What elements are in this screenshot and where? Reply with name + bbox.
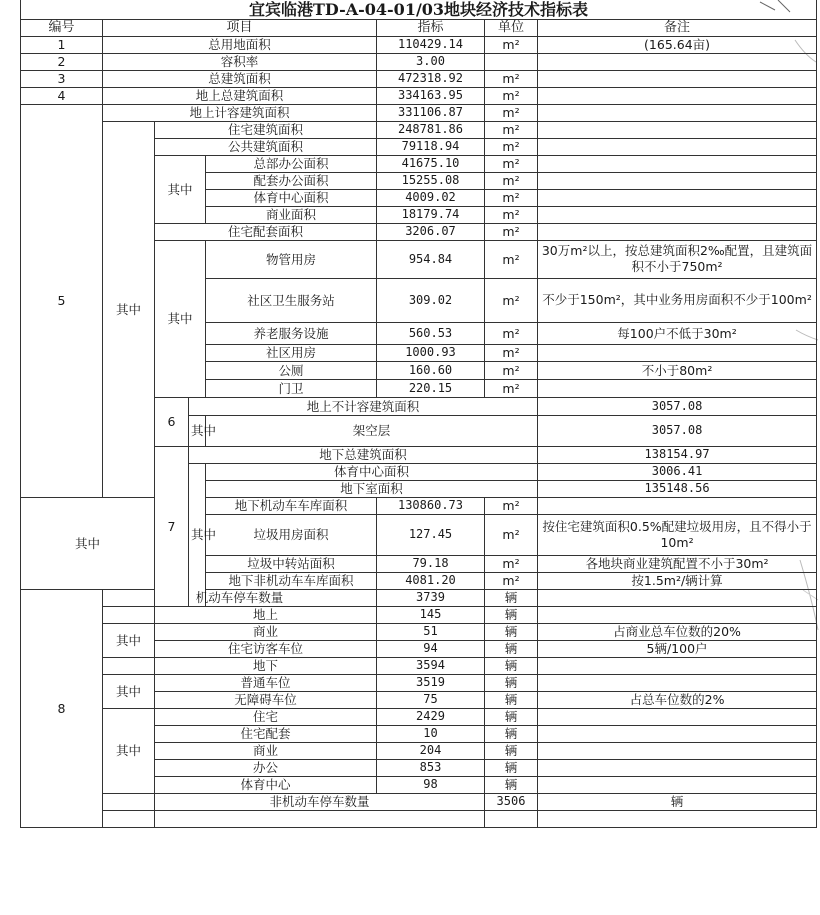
row-unit: 辆: [485, 691, 538, 708]
row-value: 41675.10: [377, 155, 485, 172]
row-note: [538, 87, 817, 104]
row-note: [538, 53, 817, 70]
row-item: 物管用房: [206, 240, 377, 278]
row-note: [538, 725, 817, 742]
blank-cell: [485, 810, 538, 827]
row-note: 占总车位数的2%: [538, 691, 817, 708]
blank-cell: [103, 606, 155, 623]
blank-cell: [103, 810, 155, 827]
row-unit: m²: [485, 155, 538, 172]
blank-cell: [538, 810, 817, 827]
row-item: 住宅: [155, 708, 377, 725]
row-note: [538, 70, 817, 87]
title-row: [21, 0, 817, 19]
row-value: 220.15: [377, 379, 485, 397]
row-item: 住宅访客车位: [155, 640, 377, 657]
row-unit: m²: [485, 555, 538, 572]
table-row: [21, 497, 817, 514]
row-unit: 辆: [485, 657, 538, 674]
row-unit: 辆: [485, 589, 538, 606]
row-note: [538, 379, 817, 397]
row-note: [538, 206, 817, 223]
row-note: [538, 155, 817, 172]
row-value: 472318.92: [377, 70, 485, 87]
row-unit: 辆: [485, 725, 538, 742]
row-unit: m²: [485, 172, 538, 189]
row-item: 门卫: [206, 379, 377, 397]
row-value: 127.45: [377, 514, 485, 555]
row-item: 地上不计容建筑面积: [189, 397, 538, 415]
row-unit: 辆: [485, 759, 538, 776]
table-row: [21, 104, 817, 121]
table-row: [21, 87, 817, 104]
table-row: [21, 53, 817, 70]
row-unit: 辆: [485, 708, 538, 725]
row-note: [538, 657, 817, 674]
table-row: [21, 810, 817, 827]
row-value: 2429: [377, 708, 485, 725]
row-unit: 辆: [485, 674, 538, 691]
row-item: 商业: [155, 742, 377, 759]
qizhong-label: 其中: [155, 240, 206, 397]
row-unit: m²: [485, 189, 538, 206]
row-value: 3519: [377, 674, 485, 691]
row-item: 住宅建筑面积: [155, 121, 377, 138]
row-note: [538, 606, 817, 623]
row-unit: m²: [485, 344, 538, 361]
row-value: 3206.07: [377, 223, 485, 240]
row-value: 331106.87: [377, 104, 485, 121]
row-value: 18179.74: [377, 206, 485, 223]
row-value: 334163.95: [377, 87, 485, 104]
row-unit: 辆: [485, 606, 538, 623]
row-value: 51: [377, 623, 485, 640]
qizhong-label: 其中: [103, 708, 155, 793]
row-item: 容积率: [103, 53, 377, 70]
row-unit: m²: [485, 361, 538, 379]
row-no: 5: [21, 104, 103, 497]
row-item: 总用地面积: [103, 36, 377, 53]
qizhong-label: 其中: [21, 497, 155, 589]
col-header-note: 备注: [538, 19, 817, 36]
row-value: 110429.14: [377, 36, 485, 53]
row-value: 3006.41: [538, 463, 817, 480]
row-note: 5辆/100户: [538, 640, 817, 657]
row-item: 地上: [155, 606, 377, 623]
row-unit: m²: [485, 514, 538, 555]
row-item: 办公: [155, 759, 377, 776]
row-unit: m²: [485, 206, 538, 223]
row-item: 体育中心: [155, 776, 377, 793]
table-row: [21, 623, 817, 640]
qizhong-label: 其中: [189, 415, 206, 446]
row-value: 954.84: [377, 240, 485, 278]
row-value: 248781.86: [377, 121, 485, 138]
col-header-value: 指标: [377, 19, 485, 36]
row-value: 4081.20: [377, 572, 485, 589]
row-note: 30万m²以上，按总建筑面积2‰配置，且建筑面积不小于750m²: [538, 240, 817, 278]
row-item: 商业: [155, 623, 377, 640]
row-unit: 辆: [538, 793, 817, 810]
qizhong-label: 其中: [189, 463, 206, 606]
row-unit: m²: [485, 223, 538, 240]
table-row: [21, 36, 817, 53]
row-item: 总部办公面积: [206, 155, 377, 172]
qizhong-label: 其中: [155, 155, 206, 223]
row-item: 配套办公面积: [206, 172, 377, 189]
row-value: 3739: [377, 589, 485, 606]
row-item: 体育中心面积: [206, 189, 377, 206]
row-note: [538, 497, 817, 514]
row-unit: [485, 53, 538, 70]
row-unit: m²: [485, 138, 538, 155]
indicator-sheet: [20, 0, 816, 915]
row-item: 公共建筑面积: [155, 138, 377, 155]
row-note: 占商业总车位数的20%: [538, 623, 817, 640]
row-note: [538, 138, 817, 155]
col-header-item: 项目: [103, 19, 377, 36]
row-note: [538, 189, 817, 206]
header-row: [21, 19, 817, 36]
row-note: [538, 742, 817, 759]
row-item: 公厕: [206, 361, 377, 379]
row-item: 住宅配套: [155, 725, 377, 742]
row-value: 138154.97: [538, 446, 817, 463]
row-unit: m²: [485, 572, 538, 589]
table-row: [21, 589, 817, 606]
row-item: 地上总建筑面积: [103, 87, 377, 104]
table-row: [21, 657, 817, 674]
row-value: 75: [377, 691, 485, 708]
row-item: 地下: [155, 657, 377, 674]
row-value: 3057.08: [538, 415, 817, 446]
row-item: 垃圾中转站面积: [206, 555, 377, 572]
row-note: [538, 759, 817, 776]
row-note: [538, 172, 817, 189]
row-unit: 辆: [485, 623, 538, 640]
row-item: 总建筑面积: [103, 70, 377, 87]
row-no: 2: [21, 53, 103, 70]
row-no: [103, 793, 155, 810]
indicator-table: [20, 0, 817, 828]
row-value: 145: [377, 606, 485, 623]
table-row: [21, 606, 817, 623]
qizhong-label: 其中: [103, 623, 155, 657]
qizhong-label: 其中: [103, 121, 155, 497]
row-no: 3: [21, 70, 103, 87]
row-item: 垃圾用房面积: [206, 514, 377, 555]
row-unit: m²: [485, 278, 538, 322]
row-unit: m²: [485, 497, 538, 514]
row-no: 6: [155, 397, 189, 446]
row-value: 3057.08: [538, 397, 817, 415]
row-value: 160.60: [377, 361, 485, 379]
col-header-no: 编号: [21, 19, 103, 36]
row-unit: m²: [485, 36, 538, 53]
row-value: 79.18: [377, 555, 485, 572]
row-no: 1: [21, 36, 103, 53]
table-row: [21, 708, 817, 725]
row-item: 养老服务设施: [206, 322, 377, 344]
row-value: 79118.94: [377, 138, 485, 155]
row-unit: m²: [485, 104, 538, 121]
row-unit: 辆: [485, 742, 538, 759]
table-title: 宜宾临港TD-A-04-01/03地块经济技术指标表: [21, 0, 817, 19]
row-item: 地下室面积: [206, 480, 538, 497]
row-note: (165.64亩): [538, 36, 817, 53]
row-note: 按1.5m²/辆计算: [538, 572, 817, 589]
row-item: 无障碍车位: [155, 691, 377, 708]
row-note: [538, 708, 817, 725]
row-note: [538, 344, 817, 361]
row-item: 商业面积: [206, 206, 377, 223]
row-value: 3594: [377, 657, 485, 674]
table-row: [21, 793, 817, 810]
row-item: 住宅配套面积: [155, 223, 377, 240]
row-item: 地下非机动车车库面积: [206, 572, 377, 589]
row-value: 1000.93: [377, 344, 485, 361]
row-note: [538, 121, 817, 138]
row-item: 非机动车停车数量: [155, 793, 485, 810]
blank-cell: [155, 810, 485, 827]
row-value: 204: [377, 742, 485, 759]
row-unit: 辆: [485, 776, 538, 793]
row-item: 架空层: [206, 415, 538, 446]
row-unit: m²: [485, 379, 538, 397]
table-row: [21, 674, 817, 691]
row-value: 560.53: [377, 322, 485, 344]
row-value: 98: [377, 776, 485, 793]
row-unit: 辆: [485, 640, 538, 657]
row-value: 94: [377, 640, 485, 657]
row-item: 地下机动车车库面积: [206, 497, 377, 514]
row-note: 各地块商业建筑配置不小于30m²: [538, 555, 817, 572]
row-unit: m²: [485, 70, 538, 87]
row-note: 每100户不低于30m²: [538, 322, 817, 344]
row-item: 地下总建筑面积: [189, 446, 538, 463]
row-unit: m²: [485, 322, 538, 344]
row-value: 3.00: [377, 53, 485, 70]
table-row: [21, 70, 817, 87]
row-unit: m²: [485, 121, 538, 138]
row-note: [538, 104, 817, 121]
row-no: 7: [155, 446, 189, 606]
col-header-unit: 单位: [485, 19, 538, 36]
row-note: [538, 223, 817, 240]
row-value: 15255.08: [377, 172, 485, 189]
row-note: 按住宅建筑面积0.5%配建垃圾用房，且不得小于10m²: [538, 514, 817, 555]
row-unit: m²: [485, 240, 538, 278]
row-note: [538, 674, 817, 691]
row-value: 4009.02: [377, 189, 485, 206]
row-note: 不少于150m²，其中业务用房面积不少于100m²: [538, 278, 817, 322]
row-no: 4: [21, 87, 103, 104]
row-item: 机动车停车数量: [103, 589, 377, 606]
row-note: [538, 589, 817, 606]
row-note: 不小于80m²: [538, 361, 817, 379]
table-row: [21, 121, 817, 138]
row-item: 体育中心面积: [206, 463, 538, 480]
row-value: 3506: [485, 793, 538, 810]
blank-cell: [103, 657, 155, 674]
row-value: 135148.56: [538, 480, 817, 497]
row-item: 社区卫生服务站: [206, 278, 377, 322]
row-no: 8: [21, 589, 103, 827]
row-value: 309.02: [377, 278, 485, 322]
row-value: 853: [377, 759, 485, 776]
row-unit: m²: [485, 87, 538, 104]
row-item: 社区用房: [206, 344, 377, 361]
row-note: [538, 776, 817, 793]
row-value: 130860.73: [377, 497, 485, 514]
row-item: 地上计容建筑面积: [103, 104, 377, 121]
row-item: 普通车位: [155, 674, 377, 691]
row-value: 10: [377, 725, 485, 742]
qizhong-label: 其中: [103, 674, 155, 708]
